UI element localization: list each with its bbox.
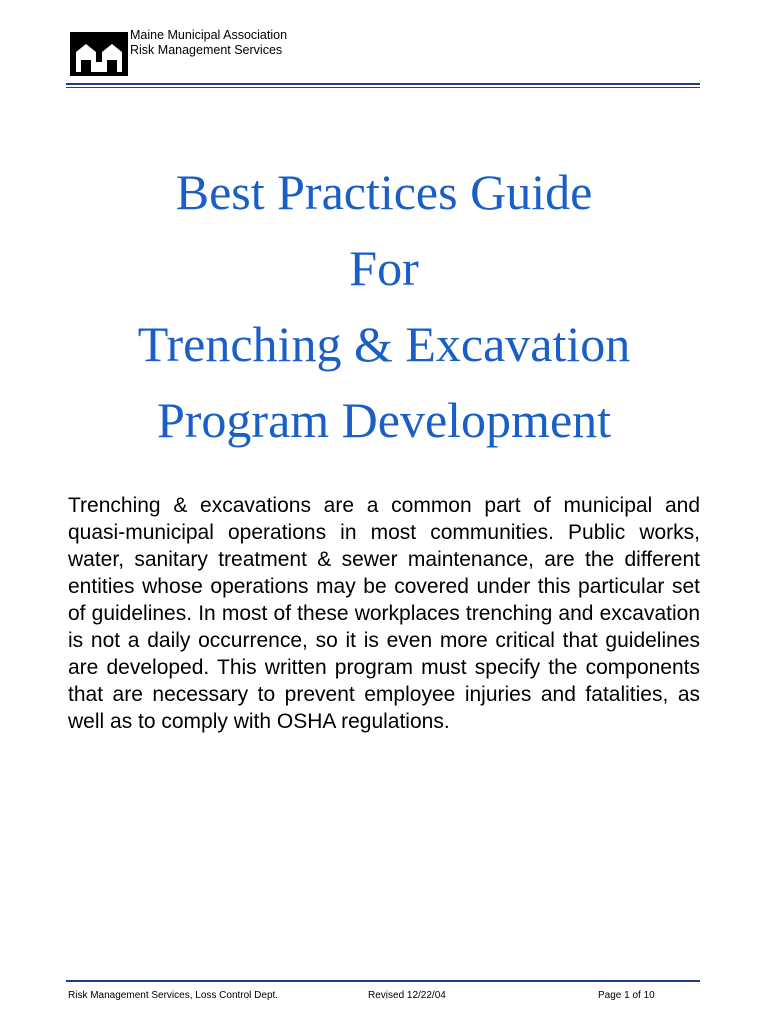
title-line-1: Best Practices Guide	[175, 164, 593, 220]
header-rule	[66, 83, 700, 85]
mma-building-logo-icon	[70, 32, 128, 76]
intro-paragraph: Trenching & excavations are a common part of municipal and quasi-municipal operations in most communities. Public works, water, sanitary treatment & sewer maintenance, are the different entities whose operations may be covered under this particular set of guidelines. In most of these workplaces trenching and excavation is not a daily occurrence, so it is even more critical that guidelines are developed. This written program must specify the components that are necessary to prevent employee injuries and fatalities, as well as to comply with OSHA regulations.	[68, 494, 700, 733]
title-line-4: Program Development	[156, 392, 612, 448]
header-rule-thin	[66, 87, 700, 88]
footer-page-number: Page 1 of 10	[598, 990, 655, 1001]
footer-rule	[66, 980, 700, 982]
organization-block	[130, 28, 287, 58]
footer-department: Risk Management Services, Loss Control Dept.	[68, 990, 279, 1001]
footer-revised-date: Revised 12/22/04	[368, 990, 446, 1001]
department-name: Risk Management Services	[130, 43, 283, 57]
document-title	[0, 154, 768, 458]
title-line-3: Trenching & Excavation	[137, 316, 631, 372]
title-line-2: For	[349, 240, 419, 296]
org-name: Maine Municipal Association	[130, 28, 288, 42]
